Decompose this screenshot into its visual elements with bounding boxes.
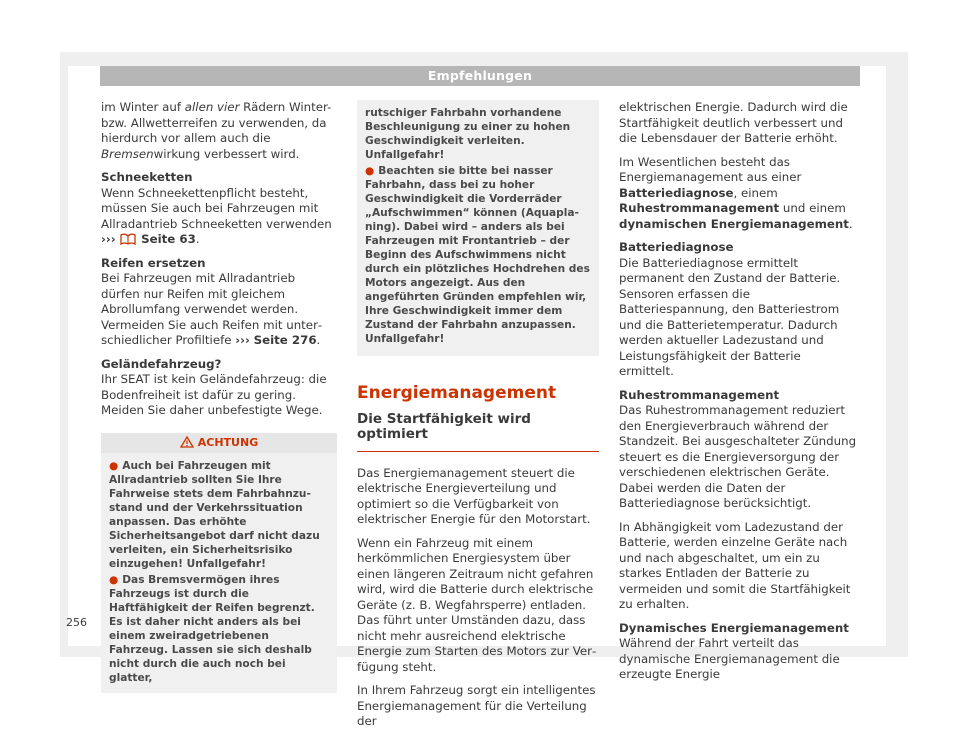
warning-item: ● Beachten sie bitte bei nasser Fahrbahn, dass bei zu hoher Geschwindigkeit die Vorderräder „Aufschwimmen“ können (Aquaplaning). Dabei wird – anders als bei Fahrzeugen mit Frontantrieb – der Beginn des Aufschwimmens nicht durch ein plötzliches Hochdrehen des Motors angezeigt. Aus den angeführten Gründen empfehlen wir, Ihre Geschwindigkeit immer dem Zustand der Fahrbahn anzupassen. Unfallgefahr!: [365, 165, 590, 345]
ref-arrow-icon: ›››: [235, 333, 250, 347]
column-3: [619, 100, 859, 691]
energy-paragraph-1: Das Energiemanagement steuert die elektrische Energieverteilung und optimiert so die Verfügbarkeit von elektrischer Energie für den Motorstart.: [357, 465, 591, 526]
section-title: Energiemanagement: [357, 383, 557, 403]
warning-body: [101, 453, 337, 693]
ruhestrom-paragraph-1: Das Ruhestrommanagement reduziert den Energieverbrauch während der Standzeit. Bei ausgeschalteter Zündung steuert es die Energieversorgung der verschiedenen elektrischen Geräte. Dabei werden die Daten der Batteriediagnose berücksichtigt.: [619, 403, 857, 510]
page-header: Empfehlungen: [100, 66, 860, 86]
winter-tire-paragraph: im Winter auf allen vier Rädern Winter- bzw. Allwetterreifen zu verwenden, da hierdurch vor allem auch die Bremsenwirkung verbessert wird.: [101, 100, 332, 161]
energy-components-paragraph: Im Wesentlichen besteht das Energiemanagement aus einer Batteriediagnose, einem Ruhestrommanagement und einem dynamischen Energiemanagement.: [619, 154, 853, 231]
batteriediagnose-paragraph: Die Batteriediagnose ermittelt permanent den Zustand der Batterie. Sensoren erfassen die Batteriespannung, den Batteriestrom und die Batterietemperatur. Dadurch werden aktueller Ladezustand und Leistungsfähigkeit der Batterie ermittelt.: [619, 255, 841, 378]
column-2: [357, 100, 599, 738]
heading-ruhestrommanagement: Ruhestrommanagement: [619, 387, 780, 402]
gelaende-paragraph: Ihr SEAT ist kein Geländefahrzeug: die Bodenfreiheit ist dafür zu gering. Meiden Sie daher unbefestigte Wege.: [101, 372, 327, 417]
heading-gelaendefahrzeug: Geländefahrzeug?: [101, 356, 222, 371]
bullet-icon: ●: [109, 459, 119, 472]
ruhestrom-paragraph-2: In Abhängigkeit vom Ladezustand der Batterie, werden einzelne Geräte nach und nach abgeschaltet, um ein zu starkes Entladen der Batterie zu vermeiden und somit die Startfähigkeit zu erhalten.: [619, 519, 851, 611]
reifen-paragraph: Bei Fahrzeugen mit Allradantrieb dürfen nur Reifen mit gleichem Abrollumfang verwendet werden. Vermeiden Sie auch Reifen mit unterschiedlicher Profiltiefe ››› Seite 276.: [101, 271, 323, 347]
warning-box-continued: [357, 100, 599, 356]
heading-batteriediagnose: Batteriediagnose: [619, 240, 734, 254]
warning-item: ● Auch bei Fahrzeugen mit Allradantrieb sollten Sie Ihre Fahrweise stets dem Fahrbahnzustand und der Verkehrssituation anpassen. Das erhöhte Sicherheitsangebot darf nicht dazu verleiten, ein Sicherheitsrisiko einzugehen! Unfallgefahr!: [109, 459, 320, 570]
page-link-63[interactable]: Seite 63: [141, 232, 196, 246]
warning-continued-text: rutschiger Fahrbahn vorhandene Beschleunigung zu einer zu hohen Geschwindigkeit verleiten. Unfallgefahr!: [365, 107, 571, 161]
energy-paragraph-2: Wenn ein Fahrzeug mit einem herkömmlichen Energiesystem über einen längeren Zeitraum nicht gefahren wird, wird die Batterie durch elektrische Geräte (z. B. Wegfahrsperre) entladen. Das führt unter Umständen dazu, dass nicht mehr ausreichend elektrische Energie zum Starten des Motors zur Verfügung steht.: [357, 535, 597, 674]
warning-label: ACHTUNG: [197, 435, 259, 449]
heading-dynamisches-energiemanagement: Dynamisches Energiemanagement: [619, 620, 849, 635]
page-link-276[interactable]: Seite 276: [253, 333, 317, 347]
warning-box: [101, 433, 337, 693]
warning-triangle-icon: [180, 436, 194, 448]
page-number: 256: [66, 616, 87, 629]
bullet-icon: ●: [365, 165, 375, 177]
ref-arrow-icon: ›››: [101, 232, 116, 246]
energy-paragraph-3: In Ihrem Fahrzeug sorgt ein intelligentes Energiemanagement für die Verteilung der: [357, 683, 596, 728]
column-1: [101, 100, 337, 693]
energy-paragraph-4: elektrischen Energie. Dadurch wird die Startfähigkeit deutlich verbessert und die Lebensdauer der Batterie erhöht.: [619, 100, 848, 145]
dynamic-paragraph: Während der Fahrt verteilt das dynamische Energiemanagement die erzeugte Energie: [619, 636, 840, 681]
warning-header: [101, 433, 337, 453]
schneeketten-paragraph: Wenn Schneekettenpflicht besteht, müssen Sie auch bei Fahrzeugen mit Allradantrieb Schneeketten verwenden ››› Seite 63.: [101, 185, 332, 246]
bullet-icon: ●: [109, 573, 119, 586]
heading-schneeketten: Schneeketten: [101, 170, 193, 184]
warning-item: ● Das Bremsvermögen ihres Fahrzeugs ist durch die Haftfähigkeit der Reifen begrenzt. Es ist daher nicht anders als bei einem zweiradgetriebenen Fahrzeug. Lassen sie sich deshalb nicht durch die auch noch bei glatter,: [109, 573, 315, 684]
heading-reifen-ersetzen: Reifen ersetzen: [101, 255, 206, 270]
book-icon: [119, 233, 137, 245]
section-subtitle: Die Startfähigkeit wird optimiert: [357, 412, 599, 452]
